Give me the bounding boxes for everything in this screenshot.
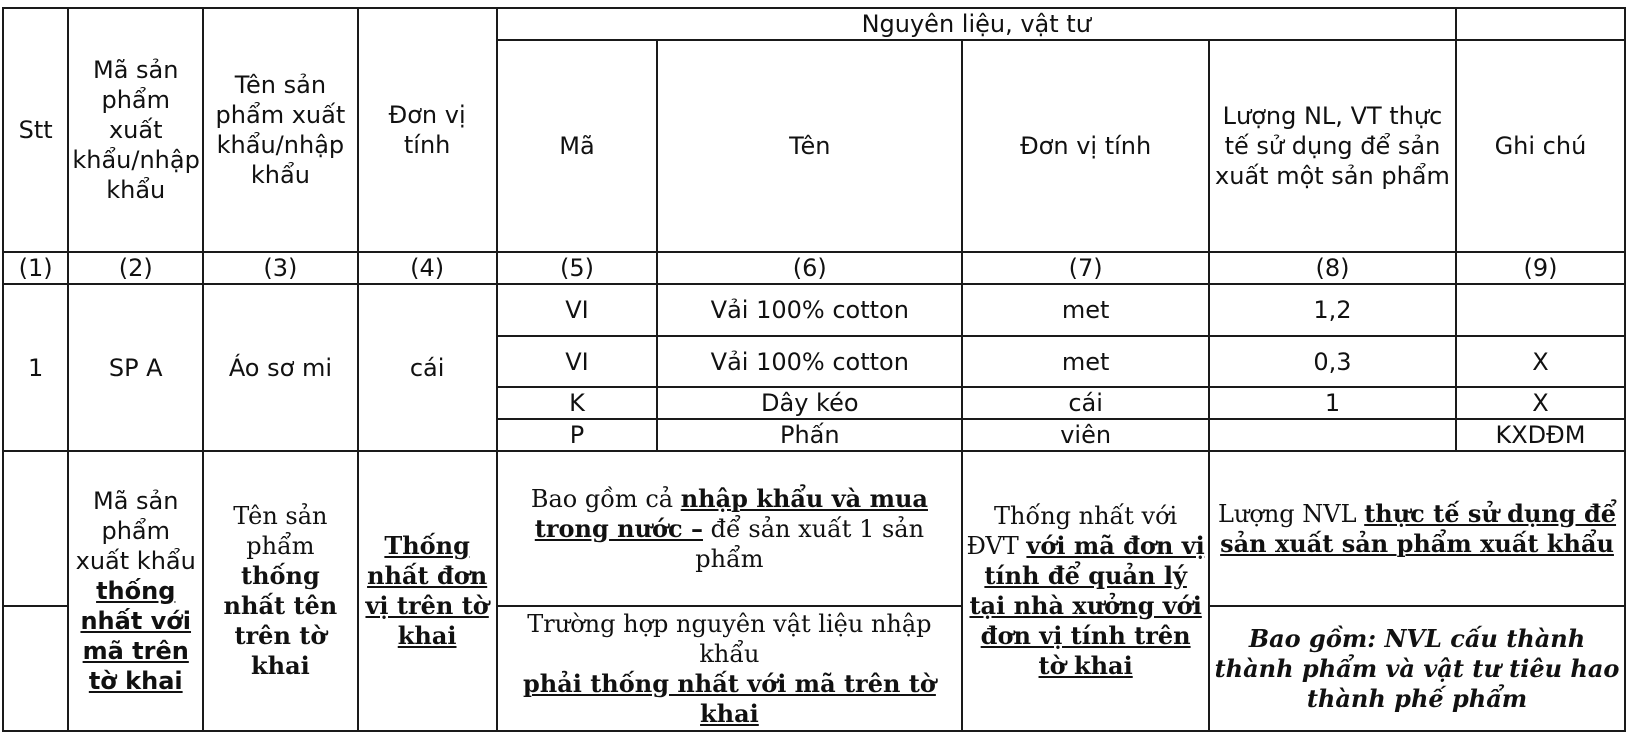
col-number-4: (4) <box>358 252 497 284</box>
col-number-1: (1) <box>3 252 68 284</box>
material-code: VI <box>497 284 658 336</box>
product-unit: cái <box>358 284 497 451</box>
note-col89-top-a: Lượng NVL <box>1217 499 1357 528</box>
note-row-top <box>3 451 1625 606</box>
note-col4: Thống nhất đơn vị trên tờ khai <box>358 451 497 731</box>
material-unit: viên <box>962 419 1209 451</box>
note-col7 <box>962 451 1209 731</box>
header-ma-san-pham: Mã sản phẩm xuất khẩu/nhập khẩu <box>68 8 203 252</box>
note-col2 <box>68 451 203 731</box>
column-number-row <box>3 252 1625 284</box>
col-number-3: (3) <box>203 252 358 284</box>
note-stt-blank-bottom <box>3 606 68 731</box>
product-name: Áo sơ mi <box>203 284 358 451</box>
note-col7-emphasis: với mã đơn vị tính để quản lý tại nhà xưởng với đơn vị tính trên tờ khai <box>969 531 1205 680</box>
col-number-5: (5) <box>497 252 658 284</box>
material-qty: 0,3 <box>1209 336 1456 387</box>
product-stt: 1 <box>3 284 68 451</box>
material-name: Vải 100% cotton <box>657 336 962 387</box>
note-col56-bottom <box>497 606 963 731</box>
header-don-vi-tinh: Đơn vị tính <box>358 8 497 252</box>
header-ghi-chu: Ghi chú <box>1456 40 1625 252</box>
header-nguyen-lieu-vat-tu: Nguyên liệu, vật tư <box>497 8 1456 40</box>
note-col56-top-c: để sản xuất 1 sản phẩm <box>695 514 925 573</box>
col-number-8: (8) <box>1209 252 1456 284</box>
material-row-1 <box>3 284 1625 336</box>
col-number-2: (2) <box>68 252 203 284</box>
note-stt-blank-top <box>3 451 68 606</box>
product-code: SP A <box>68 284 203 451</box>
header-ma: Mã <box>497 40 658 252</box>
header-luong-nl: Lượng NL, VT thực tế sử dụng để sản xuất một sản phẩm <box>1209 40 1456 252</box>
material-code: K <box>497 387 658 419</box>
note-col2-plain: Mã sản phẩm xuất khẩu <box>75 487 196 575</box>
material-name: Dây kéo <box>657 387 962 419</box>
material-name: Phấn <box>657 419 962 451</box>
material-code: P <box>497 419 658 451</box>
col-number-6: (6) <box>657 252 962 284</box>
note-col56-top-b: nhập khẩu và mua trong nước – <box>534 483 928 543</box>
material-unit: met <box>962 284 1209 336</box>
material-code: VI <box>497 336 658 387</box>
header-blank-corner <box>1456 8 1625 40</box>
dinh-muc-table <box>2 7 1626 732</box>
note-col89-bottom: Bao gồm: NVL cấu thành thành phẩm và vật tư tiêu hao thành phế phẩm <box>1209 606 1625 731</box>
header-stt: Stt <box>3 8 68 252</box>
note-col3-plain: Tên sản phẩm <box>233 502 328 560</box>
note-col2-emphasis: thống nhất với mã trên tờ khai <box>80 577 192 695</box>
material-qty <box>1209 419 1456 451</box>
note-col7-plain: Thống nhất với ĐVT <box>966 502 1178 560</box>
material-note: KXDĐM <box>1456 419 1625 451</box>
note-col3 <box>203 451 358 731</box>
col-number-9: (9) <box>1456 252 1625 284</box>
header-don-vi-tinh-nl: Đơn vị tính <box>962 40 1209 252</box>
material-unit: cái <box>962 387 1209 419</box>
material-unit: met <box>962 336 1209 387</box>
note-col89-top-b: thực tế sử dụng để sản xuất sản phẩm xuất khẩu <box>1220 498 1617 558</box>
header-row-1 <box>3 8 1625 40</box>
material-note <box>1456 284 1625 336</box>
material-name: Vải 100% cotton <box>657 284 962 336</box>
note-col56-bottom-b: phải thống nhất với mã trên tờ khai <box>522 668 936 728</box>
header-ten-san-pham: Tên sản phẩm xuất khẩu/nhập khẩu <box>203 8 358 252</box>
material-qty: 1,2 <box>1209 284 1456 336</box>
material-qty: 1 <box>1209 387 1456 419</box>
note-col56-top-a: Bao gồm cả <box>530 484 674 513</box>
header-ten: Tên <box>657 40 962 252</box>
material-note: X <box>1456 387 1625 419</box>
material-note: X <box>1456 336 1625 387</box>
note-col56-bottom-a: Trường hợp nguyên vật liệu nhập khẩu <box>527 609 932 668</box>
note-col89-top <box>1209 451 1625 606</box>
col-number-7: (7) <box>962 252 1209 284</box>
note-col56-top <box>497 451 963 606</box>
note-col3-emphasis: thống nhất tên trên tờ khai <box>223 561 338 680</box>
